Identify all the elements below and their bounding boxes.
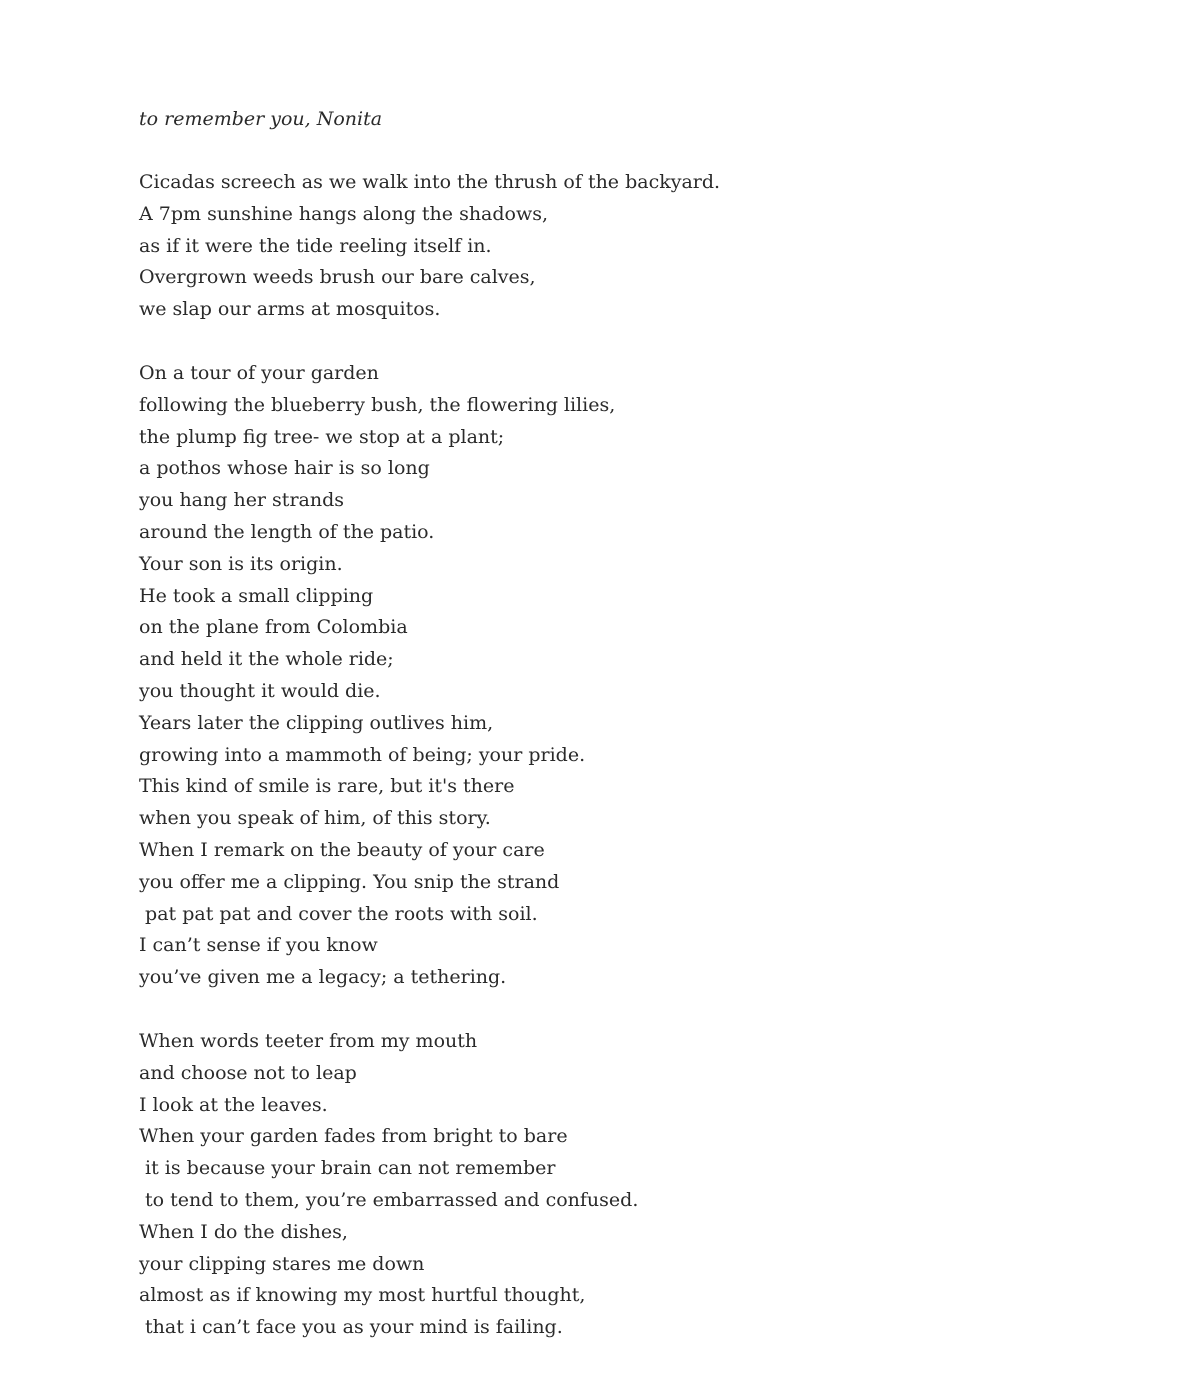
poem-line: following the blueberry bush, the flowering lilies, bbox=[139, 393, 616, 416]
poem-line: you hang her strands bbox=[139, 489, 345, 512]
poem-line: On a tour of your garden bbox=[139, 361, 379, 384]
poem-dedication: to remember you, Nonita bbox=[139, 108, 383, 130]
poem-line: Years later the clipping outlives him, bbox=[139, 711, 494, 734]
poem-line: growing into a mammoth of being; your pride. bbox=[139, 743, 586, 766]
poem-line: and choose not to leap bbox=[139, 1061, 357, 1084]
stanza-2 bbox=[139, 358, 1139, 994]
poem-line: Your son is its origin. bbox=[139, 552, 343, 575]
poem-line: I can’t sense if you know bbox=[139, 934, 378, 957]
poem-line: you’ve given me a legacy; a tethering. bbox=[139, 966, 507, 989]
poem-line: the plump fig tree- we stop at a plant; bbox=[139, 425, 505, 448]
poem-line: and held it the whole ride; bbox=[139, 648, 394, 671]
poem-line: to tend to them, you’re embarrassed and confused. bbox=[139, 1188, 639, 1211]
poem-line: I look at the leaves. bbox=[139, 1093, 328, 1116]
poem-line: Cicadas screech as we walk into the thrush of the backyard. bbox=[139, 171, 721, 193]
poem-page bbox=[139, 103, 1139, 1376]
poem-line: that i can’t face you as your mind is failing. bbox=[139, 1316, 563, 1339]
poem-line: A 7pm sunshine hangs along the shadows, bbox=[139, 202, 549, 225]
poem-line: When I remark on the beauty of your care bbox=[139, 838, 545, 861]
poem-line: we slap our arms at mosquitos. bbox=[139, 298, 441, 321]
poem-line: on the plane from Colombia bbox=[139, 616, 408, 639]
poem-line: around the length of the patio. bbox=[139, 520, 435, 543]
poem-line: your clipping stares me down bbox=[139, 1252, 425, 1275]
poem-line: it is because your brain can not remember bbox=[139, 1157, 556, 1180]
stanza-3 bbox=[139, 1026, 1139, 1344]
poem-line: Overgrown weeds brush our bare calves, bbox=[139, 266, 536, 289]
poem-line: He took a small clipping bbox=[139, 584, 374, 607]
poem-line: a pothos whose hair is so long bbox=[139, 457, 430, 480]
stanza-1 bbox=[139, 167, 1139, 326]
poem-line: When your garden fades from bright to bare bbox=[139, 1125, 568, 1148]
poem-line: pat pat pat and cover the roots with soil. bbox=[139, 902, 538, 925]
poem-line: almost as if knowing my most hurtful thought, bbox=[139, 1284, 586, 1307]
poem-line: When words teeter from my mouth bbox=[139, 1029, 478, 1052]
poem-line: you offer me a clipping. You snip the strand bbox=[139, 870, 560, 893]
poem-line: When I do the dishes, bbox=[139, 1220, 348, 1243]
poem-line: you thought it would die. bbox=[139, 679, 381, 702]
poem-line: as if it were the tide reeling itself in. bbox=[139, 234, 492, 257]
poem-line: This kind of smile is rare, but it's there bbox=[139, 775, 515, 798]
poem-line: when you speak of him, of this story. bbox=[139, 807, 491, 830]
